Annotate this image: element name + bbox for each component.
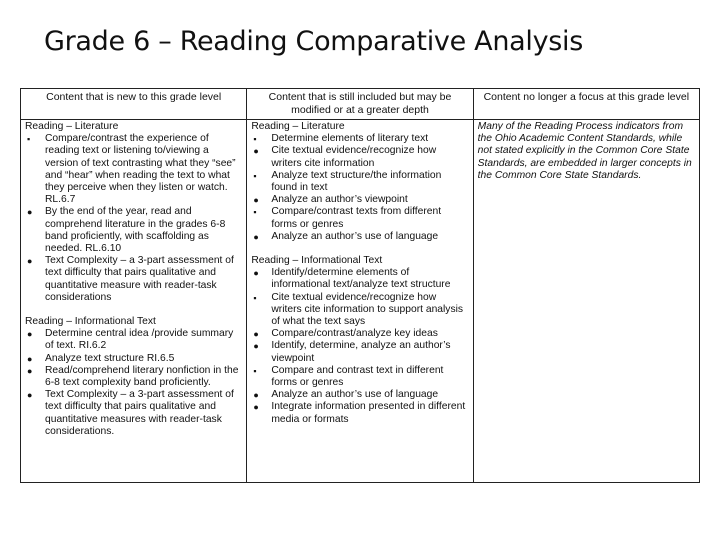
list-item: ● Analyze an author’s viewpoint <box>253 194 408 206</box>
list-item: ● Analyze an author’s use of language <box>253 230 439 242</box>
section-heading-literature: Reading – Literature <box>25 121 119 132</box>
bullet-icon: ▪ <box>253 170 257 181</box>
table-body-row <box>21 120 699 483</box>
header-modified-content: Content that is still included but may be modified or at a greater depth <box>246 89 472 119</box>
list-item: ▪ Determine elements of literary text <box>253 133 429 145</box>
section-heading-informational: Reading – Informational Text <box>25 316 156 328</box>
list-item: ● Integrate information presented in different media or formats <box>253 401 466 425</box>
bullet-icon: ● <box>27 256 33 267</box>
literature-modified-list <box>251 133 468 243</box>
comparison-table <box>20 88 700 483</box>
list-item: ● Analyze text structure RI.6.5 <box>27 352 175 364</box>
list-item: ● Analyze an author’s use of language <box>253 389 439 401</box>
list-item: ▪ Compare/contrast the experience of reading text or listening to/viewing a version of text contrasting what they “see” and “hear” when reading the text to what they perceive when they listen or watch. RL.6.7 <box>27 133 236 206</box>
bullet-icon: ● <box>253 146 259 157</box>
list-item: ● By the end of the year, read and comprehend literature in the grades 6-8 band proficiently, with scaffolding as needed. RL.6.10 <box>27 206 226 255</box>
column-new-content <box>21 120 246 483</box>
bullet-icon: ● <box>253 329 259 340</box>
header-new-content: Content that is new to this grade level <box>46 91 222 103</box>
header-no-longer-focus: Content no longer a focus at this grade level <box>473 89 699 119</box>
bullet-icon: ● <box>27 329 33 340</box>
list-item: ▪ Compare and contrast text in different forms or genres <box>253 364 444 389</box>
bullet-icon: ▪ <box>27 134 31 145</box>
bullet-icon: ● <box>253 231 259 242</box>
bullet-icon: ● <box>27 353 33 364</box>
list-item: ● Cite textual evidence/recognize how writers cite information <box>253 145 437 169</box>
bullet-icon: ● <box>253 402 259 413</box>
bullet-icon: ▪ <box>253 365 257 376</box>
list-item: ● Text Complexity – a 3-part assessment of text difficulty that pairs qualitative and quantitative measures with reader-task considerations. <box>27 389 234 437</box>
list-item: ▪ Cite textual evidence/recognize how writers cite information to support analysis of what the text says <box>253 291 464 328</box>
section-heading-literature: Reading – Literature <box>251 121 345 132</box>
informational-modified-list <box>251 267 468 426</box>
column-modified-content <box>246 120 472 483</box>
bullet-icon: ● <box>27 207 33 218</box>
bullet-icon: ● <box>27 365 33 376</box>
bullet-icon: ● <box>253 390 259 401</box>
list-item: ● Determine central idea /provide summary of text. RI.6.2 <box>27 328 234 352</box>
list-item: ● Compare/contrast/analyze key ideas <box>253 328 438 340</box>
bullet-icon: ▪ <box>253 292 257 303</box>
slide-title: Grade 6 – Reading Comparative Analysis <box>44 26 584 57</box>
list-item: ● Identify, determine, analyze an author’s viewpoint <box>253 340 451 364</box>
bullet-icon: ● <box>253 195 259 206</box>
table-header-row <box>21 89 699 120</box>
list-item: ▪ Compare/contrast texts from different forms or genres <box>253 206 442 230</box>
bullet-icon: ● <box>253 341 259 352</box>
list-item: ● Identify/determine elements of informational text/analyze text structure <box>253 267 451 291</box>
bullet-icon: ● <box>27 390 33 401</box>
no-longer-focus-note: Many of the Reading Process indicators from the Ohio Academic Content Standards, while not stated explicitly in the Common Core State Standards, are embedded in larger concepts in the Common Core State Standards. <box>477 121 692 181</box>
bullet-icon: ▪ <box>253 134 257 145</box>
bullet-icon: ● <box>253 268 259 279</box>
bullet-icon: ▪ <box>253 207 257 218</box>
section-heading-informational: Reading – Informational Text <box>251 255 383 267</box>
column-no-longer-focus <box>473 120 699 483</box>
list-item: ● Text Complexity – a 3-part assessment of text difficulty that pairs qualitative and quantitative measure with reader-task considerations <box>27 255 234 303</box>
literature-new-list <box>25 133 242 304</box>
informational-new-list <box>25 328 242 438</box>
list-item: ▪ Analyze text structure/the information found in text <box>253 169 442 194</box>
list-item: ● Read/comprehend literary nonfiction in the 6-8 text complexity band proficiently. <box>27 364 239 389</box>
